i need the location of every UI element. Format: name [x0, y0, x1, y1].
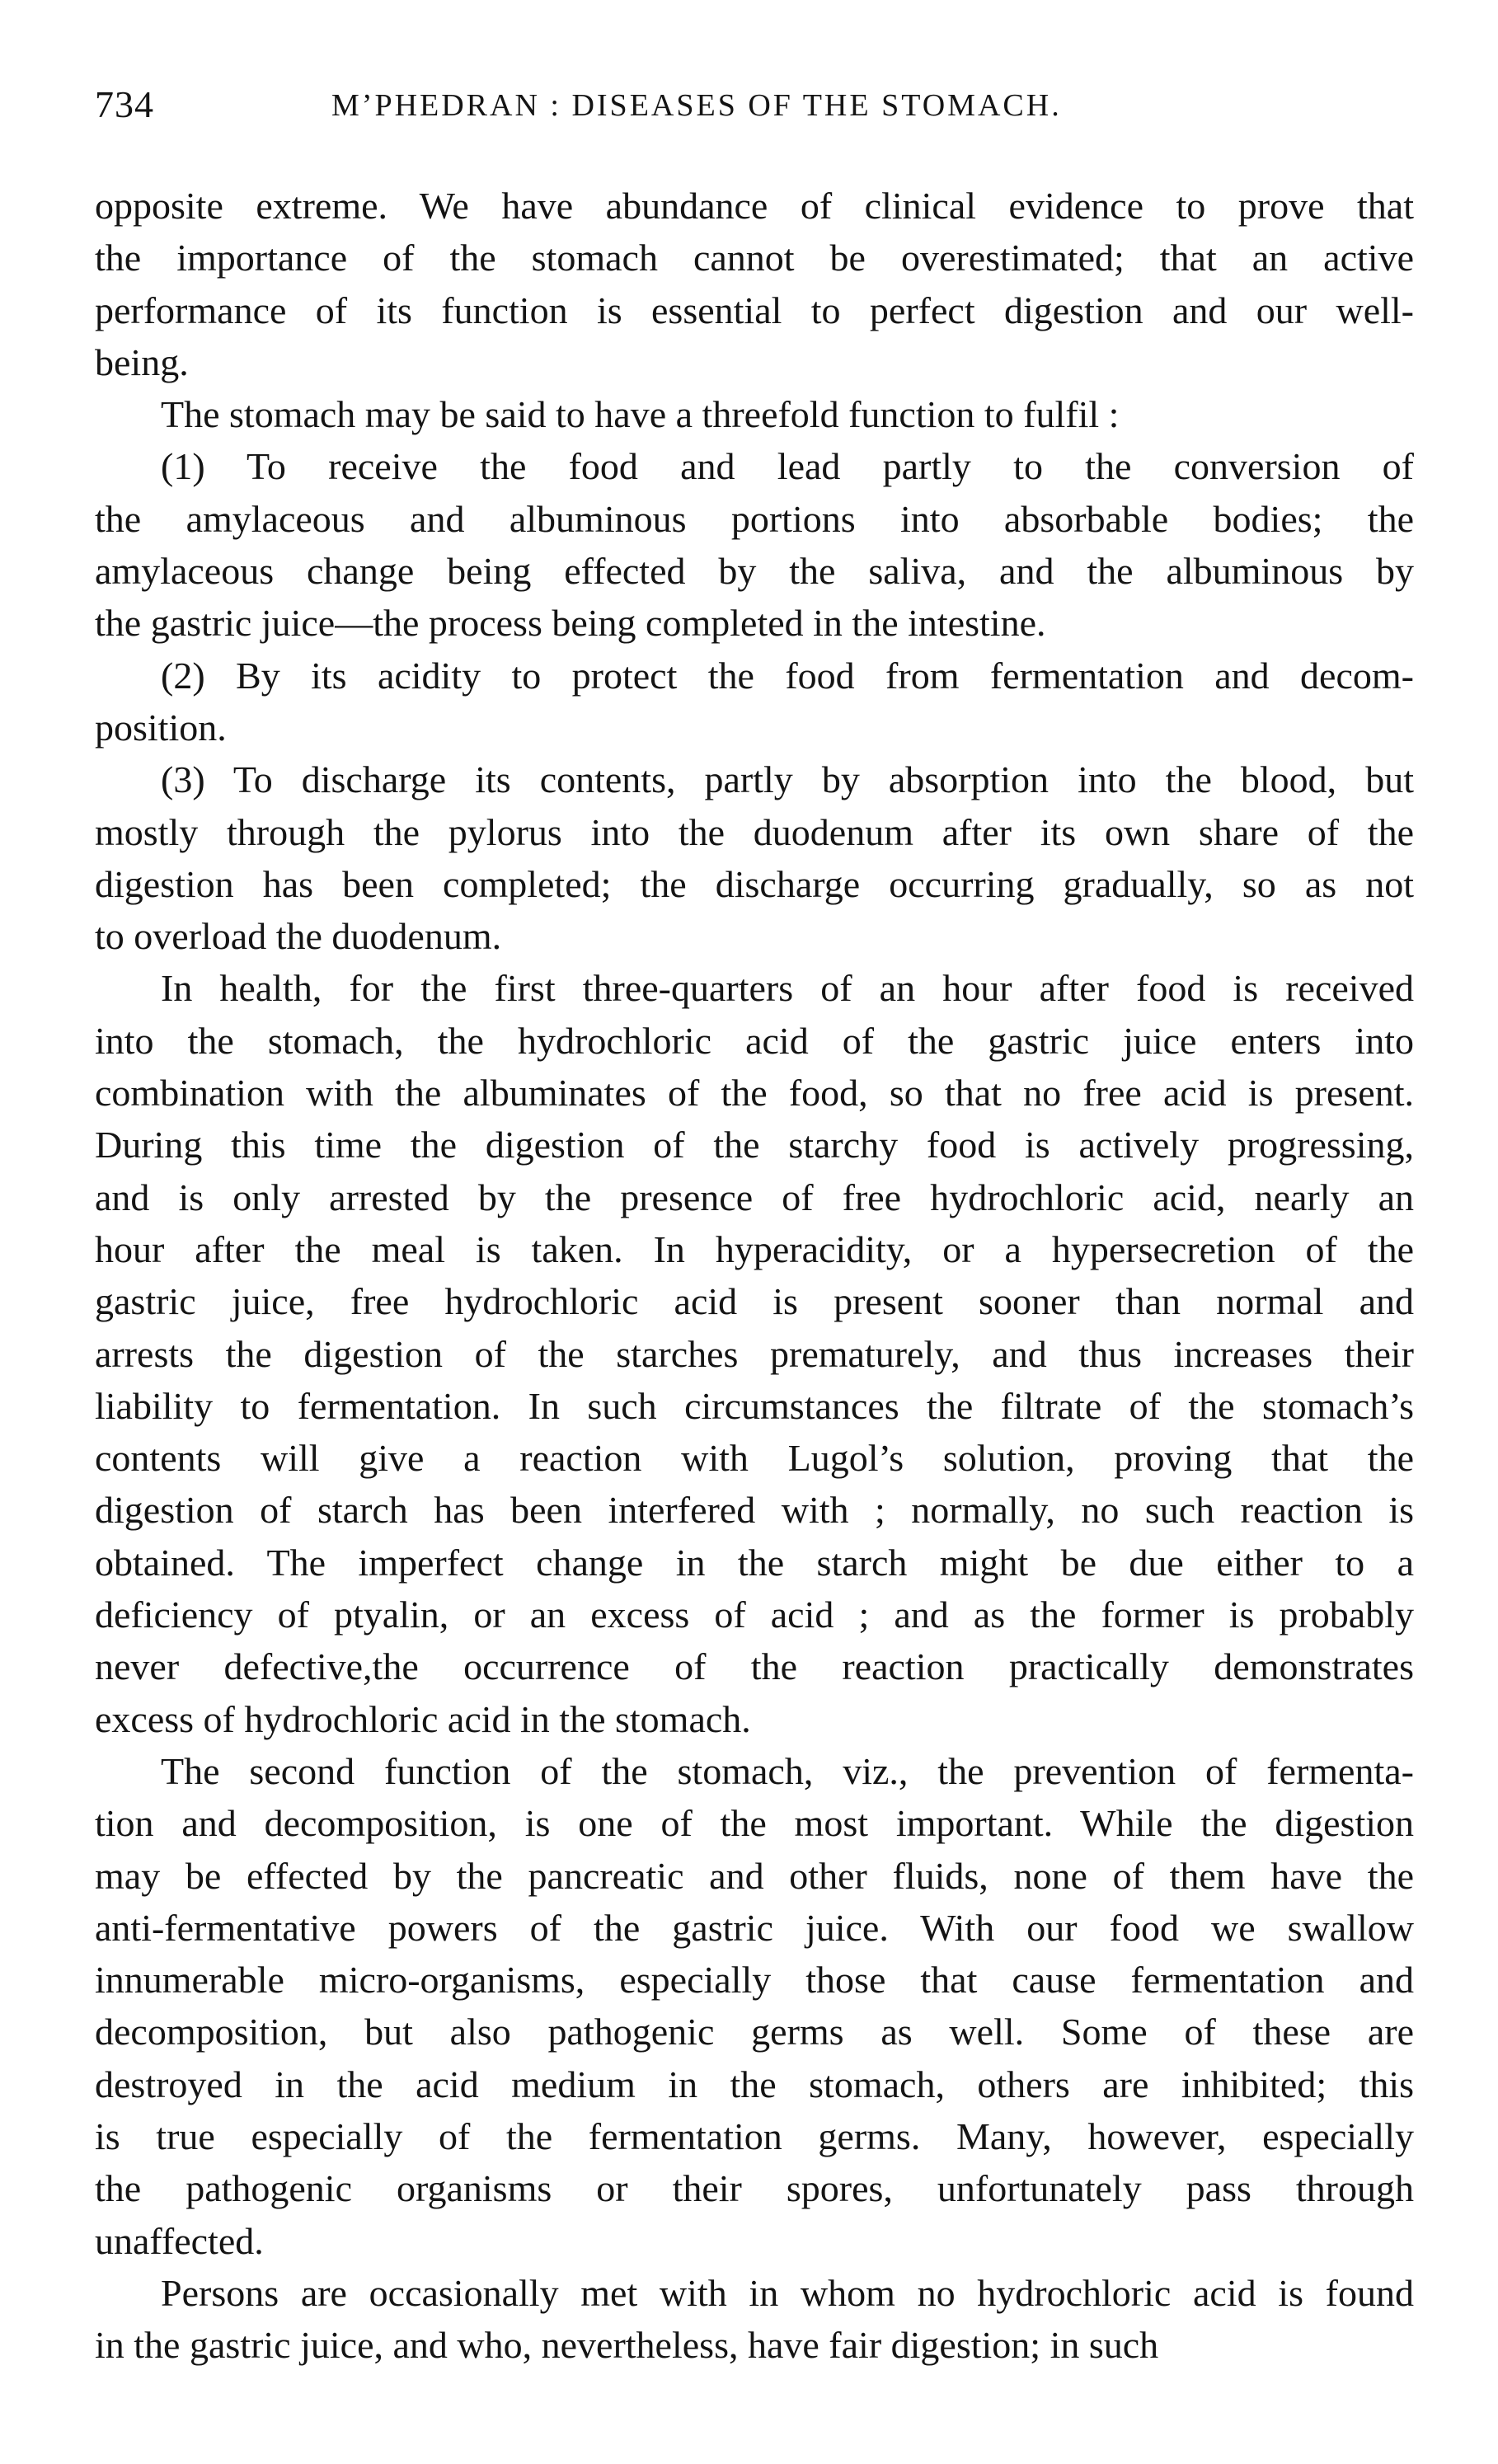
text-line: the gastric juice—the process being completed in the intestine.	[95, 602, 1046, 645]
text-line: tion and decomposition, is one of the most important. While the digestion	[95, 1802, 1414, 1845]
text-line: and is only arrested by the presence of free hydrochloric acid, nearly an	[95, 1176, 1414, 1218]
page-header	[95, 82, 1414, 140]
text-line: During this time the digestion of the starchy food is actively progressing,	[95, 1124, 1414, 1166]
text-line: combination with the albuminates of the food, so that no free acid is present.	[95, 1072, 1414, 1115]
text-line: In health, for the first three-quarters of an hour after food is received	[161, 967, 1414, 1010]
running-head: M’PHEDRAN : DISEASES OF THE STOMACH.	[331, 88, 1062, 123]
text-line: position.	[95, 706, 227, 749]
text-line: unaffected.	[95, 2219, 264, 2262]
text-line: The stomach may be said to have a threefold function to fulfil :	[161, 393, 1120, 436]
text-line: destroyed in the acid medium in the stomach, others are inhibited; this	[95, 2063, 1414, 2105]
text-line: may be effected by the pancreatic and other fluids, none of them have the	[95, 1854, 1414, 1897]
text-line: gastric juice, free hydrochloric acid is present sooner than normal and	[95, 1280, 1414, 1323]
text-line: the importance of the stomach cannot be overestimated; that an active	[95, 237, 1414, 279]
text-line: to overload the duodenum.	[95, 915, 502, 958]
text-line: the pathogenic organisms or their spores, unfortunately pass through	[95, 2167, 1414, 2210]
text-line: hour after the meal is taken. In hyperacidity, or a hypersecretion of the	[95, 1227, 1414, 1270]
page-number: 734	[95, 83, 154, 125]
text-line: never defective,the occurrence of the reaction practically demonstrates	[95, 1645, 1414, 1688]
text-line: digestion has been completed; the discharge occurring gradually, so as not	[95, 862, 1414, 905]
text-line: liability to fermentation. In such circumstances the filtrate of the stomach’s	[95, 1384, 1414, 1427]
text-line: (1) To receive the food and lead partly to the conversion of	[161, 445, 1414, 488]
text-line: (2) By its acidity to protect the food from fermentation and decom-	[161, 654, 1414, 697]
text-line: performance of its function is essential to perfect digestion and our well-	[95, 289, 1414, 331]
text-line: innumerable micro-organisms, especially those that cause fermentation and	[95, 1959, 1414, 2002]
text-line: the amylaceous and albuminous portions into absorbable bodies; the	[95, 497, 1414, 540]
text-line: (3) To discharge its contents, partly by absorption into the blood, but	[161, 758, 1414, 801]
body-text	[95, 180, 1414, 2371]
text-line: anti-fermentative powers of the gastric juice. With our food we swallow	[95, 1906, 1414, 1949]
text-line: deficiency of ptyalin, or an excess of acid ; and as the former is probably	[95, 1593, 1414, 1636]
text-line: excess of hydrochloric acid in the stomach.	[95, 1697, 751, 1740]
text-line: is true especially of the fermentation germs. Many, however, especially	[95, 2114, 1414, 2157]
text-line: digestion of starch has been interfered with ; normally, no such reaction is	[95, 1489, 1414, 1532]
text-line: amylaceous change being effected by the saliva, and the albuminous by	[95, 550, 1414, 593]
text-line: The second function of the stomach, viz., the prevention of fermenta-	[161, 1749, 1414, 1792]
text-line: into the stomach, the hydrochloric acid of the gastric juice enters into	[95, 1019, 1414, 1062]
text-line: obtained. The imperfect change in the starch might be due either to a	[95, 1541, 1414, 1584]
text-line: being.	[95, 340, 189, 383]
text-line: arrests the digestion of the starches prematurely, and thus increases their	[95, 1332, 1414, 1375]
text-line: in the gastric juice, and who, nevertheless, have fair digestion; in such	[95, 2324, 1159, 2367]
text-line: contents will give a reaction with Lugol’s solution, proving that the	[95, 1437, 1414, 1480]
text-line: mostly through the pylorus into the duodenum after its own share of the	[95, 810, 1414, 853]
text-line: opposite extreme. We have abundance of clinical evidence to prove that	[95, 185, 1414, 227]
text-line: decomposition, but also pathogenic germs as well. Some of these are	[95, 2011, 1414, 2053]
text-line: Persons are occasionally met with in whom no hydrochloric acid is found	[161, 2271, 1414, 2314]
